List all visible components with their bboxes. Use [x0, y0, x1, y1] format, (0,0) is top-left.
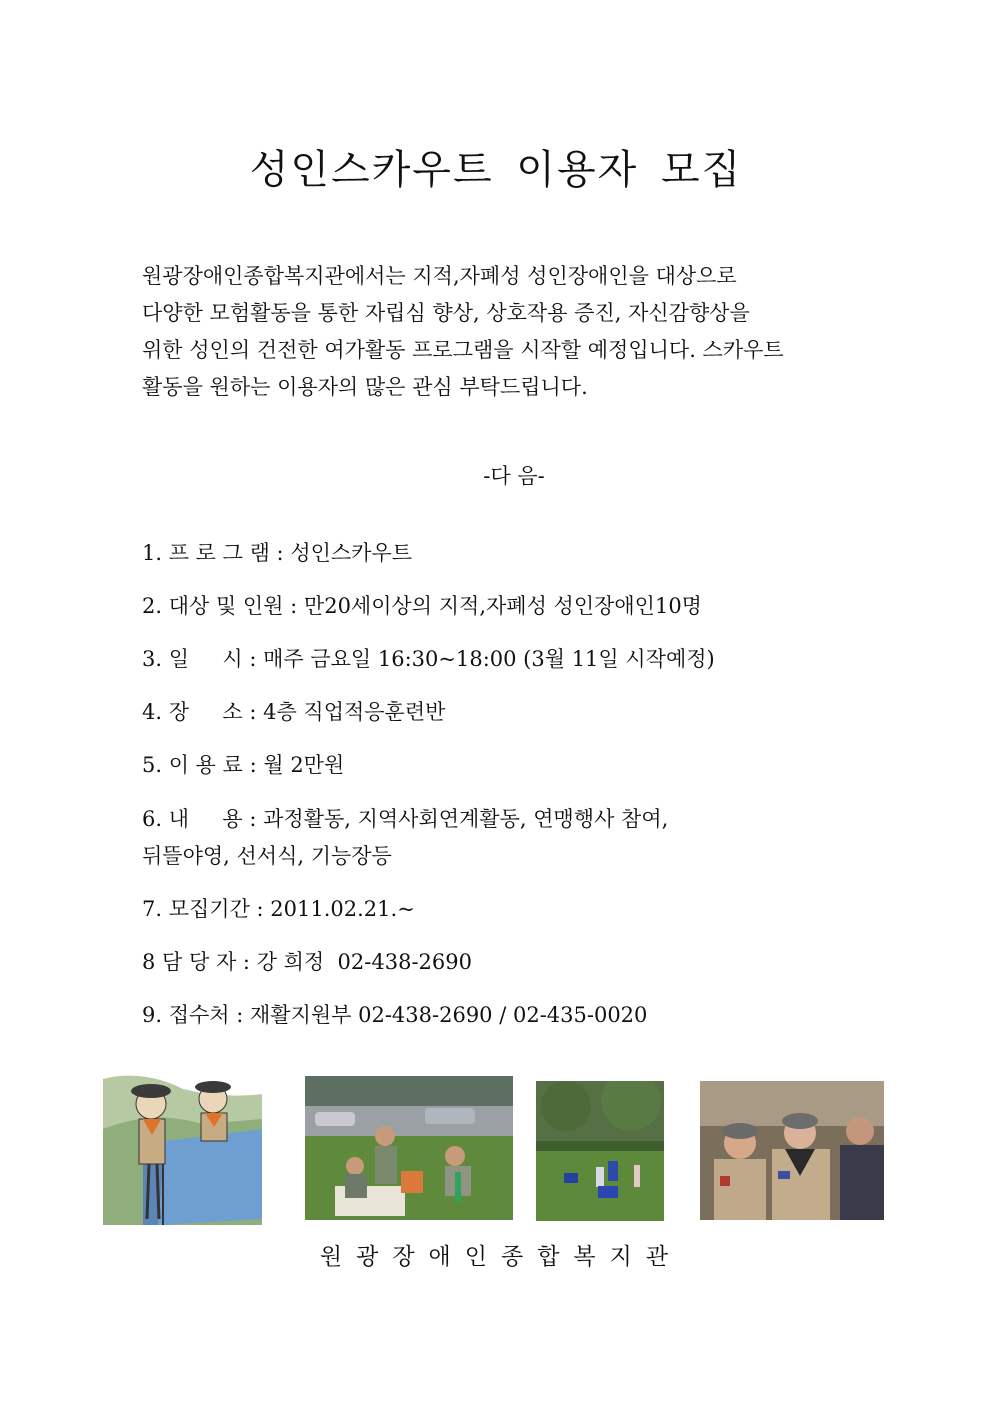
intro-line: 다양한 모험활동을 통한 자립심 향상, 상호작용 증진, 자신감향상을: [142, 301, 750, 325]
scout-cartoon-image: [103, 1069, 262, 1225]
intro-paragraph: [142, 258, 862, 406]
item-label: 7. 모집기간 :: [142, 897, 271, 921]
item-contact: [142, 946, 472, 976]
item-label: 2. 대상 및 인원 :: [142, 594, 304, 618]
item-label: 3. 일 시 :: [142, 647, 264, 671]
item-value: 4층 직업적응훈련반: [263, 700, 446, 724]
item-value: 월 2만원: [263, 753, 345, 777]
item-label: 6. 내 용 :: [142, 807, 264, 831]
item-label: 8 담 당 자 :: [142, 950, 257, 974]
scout-group-photo: [700, 1081, 884, 1220]
item-schedule: [142, 643, 715, 673]
item-reception: [142, 999, 647, 1029]
page-title: 성인스카우트 이용자 모집: [249, 147, 743, 193]
item-target: [142, 590, 702, 620]
item-fee: [142, 749, 344, 779]
item-value: 성인스카우트: [290, 541, 413, 565]
intro-line: 원광장애인종합복지관에서는 지적,자폐성 성인장애인을 대상으로: [142, 264, 737, 288]
item-value: 과정활동, 지역사회연계활동, 연맹행사 참여,: [263, 807, 669, 831]
item-label: 9. 접수처 :: [142, 1003, 250, 1027]
section-heading: -다 음-: [483, 464, 545, 488]
item-period: [142, 893, 415, 923]
intro-line: 활동을 원하는 이용자의 많은 관심 부탁드립니다.: [142, 375, 588, 399]
item-value: 2011.02.21.~: [270, 897, 415, 921]
item-place: [142, 696, 445, 726]
item-program: [142, 537, 412, 567]
item-label: 1. 프 로 그 램 :: [142, 541, 291, 565]
item-value: 강 희정 02-438-2690: [256, 950, 472, 974]
item-content-cont: [142, 840, 392, 870]
item-label: 4. 장 소 :: [142, 700, 264, 724]
scout-camping-photo: [536, 1081, 664, 1221]
item-value: 매주 금요일 16:30~18:00 (3월 11일 시작예정): [263, 647, 715, 671]
item-value: 뒤뜰야영, 선서식, 기능장등: [142, 844, 392, 868]
organization-name: 원광장애인종합복지관: [319, 1244, 683, 1270]
item-content: [142, 803, 668, 833]
intro-line: 위한 성인의 건전한 여가활동 프로그램을 시작할 예정입니다. 스카우트: [142, 338, 784, 362]
item-value: 재활지원부 02-438-2690 / 02-435-0020: [250, 1003, 648, 1027]
item-label: 5. 이 용 료 :: [142, 753, 264, 777]
scout-activity-photo: [305, 1076, 513, 1220]
item-value: 만20세이상의 지적,자폐성 성인장애인10명: [303, 594, 702, 618]
